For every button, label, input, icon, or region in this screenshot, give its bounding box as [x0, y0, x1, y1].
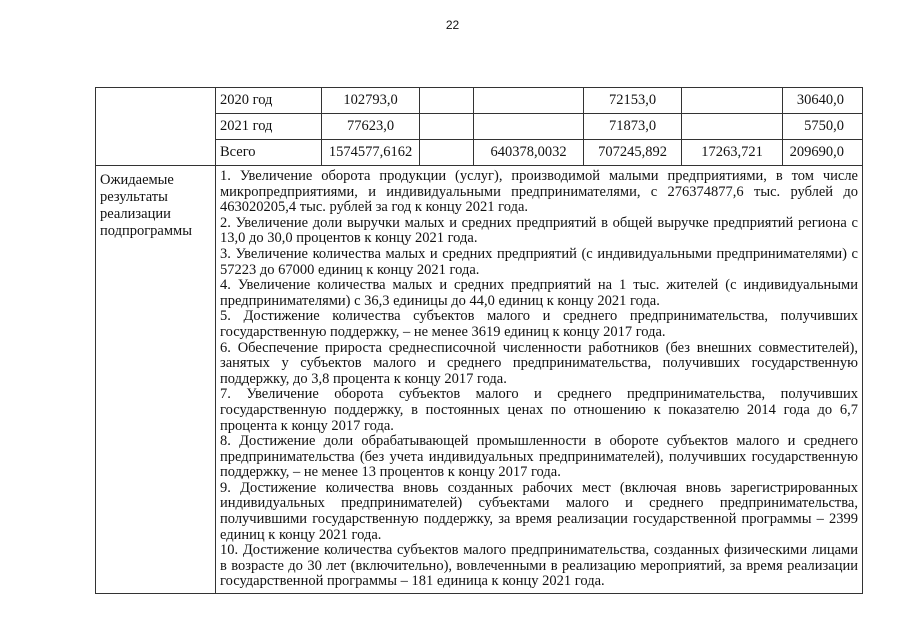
funding-cell: 71873,0 — [584, 114, 682, 140]
result-item: 5. Достижение количества субъектов малого и среднего предпринимательства, получивших государственную поддержку, – не менее 3619 единиц к концу 2017 года. — [220, 308, 858, 340]
funding-cell: 209690,0 — [783, 140, 863, 166]
result-item: 2. Увеличение доли выручки малых и средних предприятий в общей выручке предприятий региона с 13,0 до 30,0 процентов к концу 2021 года. — [220, 214, 858, 247]
funding-cell — [420, 140, 474, 166]
result-item: 9. Достижение количества вновь созданных рабочих мест (включая вновь зарегистрированных индивидуальных предпринимателей) субъектами малого и среднего предпринимательства, получившими государственную поддержку, за время реализации государственной программы – 2399 единиц к концу 2021 года. — [220, 479, 858, 543]
funding-cell — [474, 88, 584, 114]
financing-label-cell — [96, 88, 216, 166]
total-cell: 1574577,6162 — [322, 140, 420, 166]
year-cell: 2021 год — [216, 114, 322, 140]
funding-cell: 72153,0 — [584, 88, 682, 114]
result-item: 3. Увеличение количества малых и средних предприятий (с индивидуальными предпринимателями) с 57223 до 67000 единиц к концу 2021 года. — [220, 245, 858, 278]
funding-cell — [420, 88, 474, 114]
funding-cell — [474, 114, 584, 140]
total-cell: 102793,0 — [322, 88, 420, 114]
funding-cell — [682, 114, 783, 140]
funding-cell: 5750,0 — [783, 114, 863, 140]
funding-cell — [682, 88, 783, 114]
page-number: 22 — [445, 18, 460, 32]
funding-cell: 30640,0 — [783, 88, 863, 114]
result-item: 7. Увеличение оборота субъектов малого и среднего предпринимательства, получивших государственную поддержку, в постоянных ценах по отношению к показателю 2014 года до 6,7 процента к концу 2017 года. — [220, 386, 858, 434]
funding-cell — [420, 114, 474, 140]
total-cell: 77623,0 — [322, 114, 420, 140]
expected-results-content — [216, 166, 863, 594]
year-cell: Всего — [216, 140, 322, 166]
passport-table — [95, 87, 863, 594]
result-item: 10. Достижение количества субъектов малого предпринимательства, созданных физическими лицами в возрасте до 30 лет (включительно), вовлеченными в реализацию мероприятий, за время реализации государственной программы – 181 единица к концу 2021 года. — [220, 542, 858, 590]
funding-cell: 640378,0032 — [474, 140, 584, 166]
expected-results-row — [96, 166, 863, 594]
result-item: 8. Достижение доли обрабатывающей промышленности в обороте субъектов малого и среднего предпринимательства (без учета индивидуальных предпринимателей), получивших государственную поддержку, – не менее 13 процентов к концу 2017 года. — [220, 433, 858, 481]
result-item: 1. Увеличение оборота продукции (услуг), производимой малыми предприятиями, в том числе микропредприятиями, и индивидуальными предпринимателями, с 276374877,6 тыс. рублей до 463020205,4 тыс. рублей за год к концу 2021 года. — [220, 168, 858, 216]
result-item: 6. Обеспечение прироста среднесписочной численности работников (без внешних совместителей), занятых у субъектов малого и среднего предпринимательства, получивших государственную поддержку, до 3,8 процента к концу 2017 года. — [220, 339, 858, 387]
result-item: 4. Увеличение количества малых и средних предприятий на 1 тыс. жителей (с индивидуальными предпринимателями) с 36,3 единицы до 44,0 единиц к концу 2021 года. — [220, 277, 858, 309]
funding-cell: 17263,721 — [682, 140, 783, 166]
expected-results-label: Ожидаемые результаты реализации подпрограммы — [96, 166, 216, 594]
year-cell: 2020 год — [216, 88, 322, 114]
financing-row-2020 — [96, 88, 863, 114]
funding-cell: 707245,892 — [584, 140, 682, 166]
